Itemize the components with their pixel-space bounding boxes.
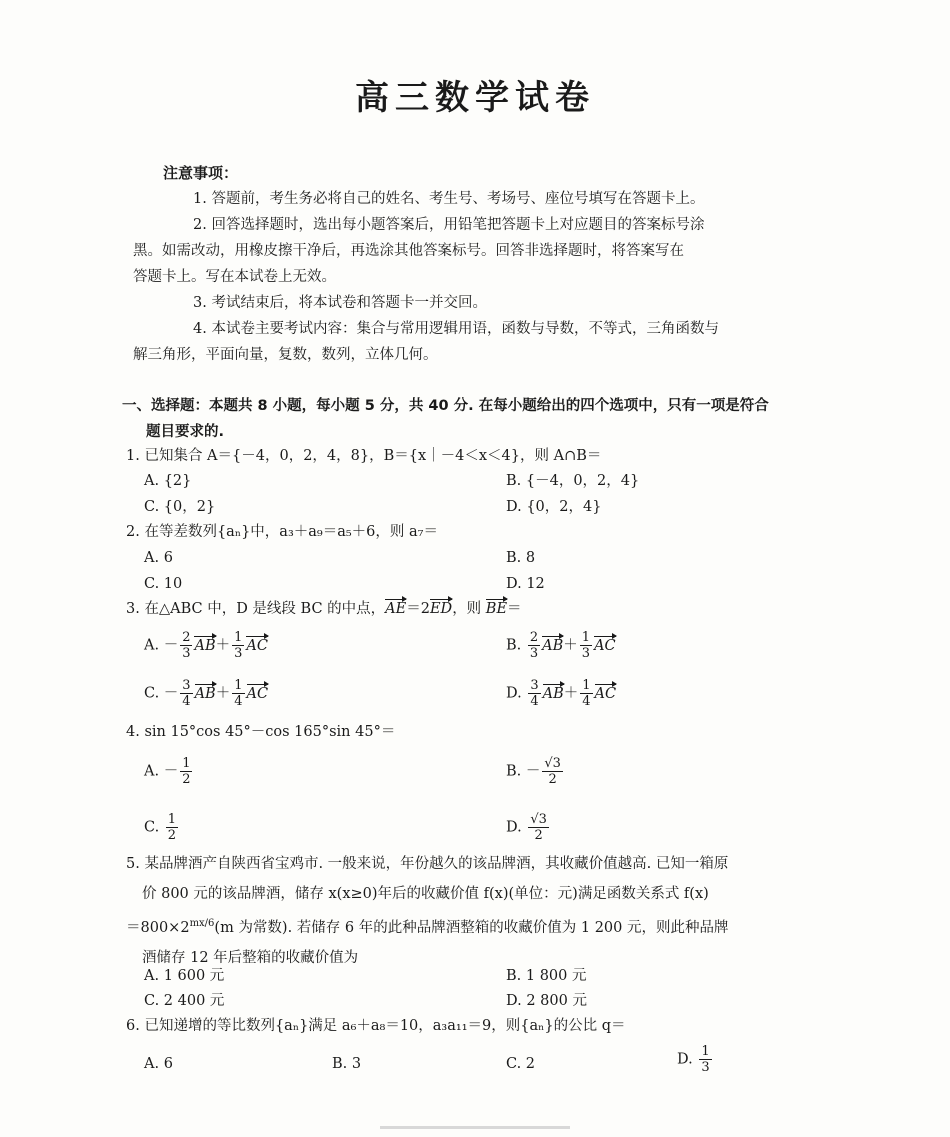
q3-option-a bbox=[144, 630, 268, 661]
numerator: 1 bbox=[182, 756, 191, 771]
fraction bbox=[166, 812, 178, 843]
denominator: 4 bbox=[582, 694, 591, 709]
fraction bbox=[699, 1044, 711, 1075]
denominator: 2 bbox=[548, 772, 557, 787]
fraction bbox=[232, 630, 244, 661]
q2-option-c: C. 10 bbox=[144, 576, 183, 592]
denominator: 3 bbox=[182, 646, 191, 661]
fraction bbox=[542, 756, 563, 787]
q2-stem: 2. 在等差数列{aₙ}中，a₃＋a₉＝a₅＋6，则 a₇＝ bbox=[126, 524, 438, 540]
numerator: 1 bbox=[234, 678, 243, 693]
denominator: 3 bbox=[234, 646, 243, 661]
fraction bbox=[580, 630, 592, 661]
notice-block bbox=[133, 160, 813, 368]
notice-item: 解三角形，平面向量，复数，数列，立体几何。 bbox=[133, 347, 438, 363]
q3-stem-text: 3. 在△ABC 中，D 是线段 BC 的中点， bbox=[126, 601, 386, 617]
q4-stem: 4. sin 15°cos 45°－cos 165°sin 45°＝ bbox=[126, 724, 396, 740]
option-label: C. － bbox=[144, 685, 179, 702]
q1-option-d: D. {0，2，4} bbox=[506, 499, 602, 515]
section-line: 一、选择题：本题共 8 小题，每小题 5 分，共 40 分. 在每小题给出的四个选项中，只有一项是符合 bbox=[122, 398, 769, 414]
q3-stem bbox=[126, 597, 522, 621]
q1-option-c: C. {0，2} bbox=[144, 499, 216, 515]
denominator: 4 bbox=[182, 694, 191, 709]
fraction bbox=[528, 678, 540, 709]
q6-option-d bbox=[677, 1044, 714, 1075]
numerator: 3 bbox=[530, 678, 539, 693]
numerator: 1 bbox=[701, 1044, 710, 1059]
q5-exponent: mx/6 bbox=[189, 918, 215, 929]
q3-option-c bbox=[144, 678, 268, 709]
page-footer-mark bbox=[380, 1126, 570, 1129]
numerator: √3 bbox=[544, 756, 561, 771]
q5-line: 酒储存 12 年后整箱的收藏价值为 bbox=[142, 949, 359, 966]
vector-ac: AC bbox=[594, 637, 616, 654]
q3-option-b bbox=[506, 630, 616, 661]
denominator: 2 bbox=[534, 828, 543, 843]
vector-ab: AB bbox=[194, 637, 216, 654]
q6-option-a: A. 6 bbox=[144, 1056, 173, 1072]
numerator: 1 bbox=[582, 678, 591, 693]
vector-be: BE bbox=[485, 601, 508, 617]
plus: ＋ bbox=[215, 637, 231, 654]
plus: ＋ bbox=[215, 685, 231, 702]
vector-ed: ED bbox=[429, 601, 453, 617]
notice-item: 3. 考试结束后，将本试卷和答题卡一并交回。 bbox=[193, 295, 487, 311]
numerator: 2 bbox=[182, 630, 191, 645]
fraction bbox=[180, 756, 192, 787]
option-label: D. bbox=[506, 685, 527, 702]
vector-ae: AE bbox=[385, 601, 407, 617]
numerator: 3 bbox=[182, 678, 191, 693]
q5-option-a: A. 1 600 元 bbox=[144, 968, 225, 984]
vector-ab: AB bbox=[194, 685, 216, 702]
numerator: √3 bbox=[530, 812, 547, 827]
q3-eq: ＝2 bbox=[406, 601, 430, 617]
option-label: D. bbox=[506, 819, 527, 836]
fraction bbox=[528, 630, 540, 661]
plus: ＋ bbox=[563, 685, 579, 702]
numerator: 2 bbox=[529, 630, 539, 645]
numerator: 1 bbox=[581, 630, 591, 645]
notice-item: 黑。如需改动，用橡皮擦干净后，再选涂其他答案标号。回答非选择题时，将答案写在 bbox=[133, 243, 684, 259]
fraction bbox=[180, 630, 192, 661]
denominator: 3 bbox=[529, 646, 539, 661]
q4-option-b bbox=[506, 756, 565, 787]
plus: ＋ bbox=[563, 637, 578, 654]
option-label: D. bbox=[677, 1051, 698, 1068]
option-label: B. － bbox=[506, 763, 541, 780]
q5-line: 价 800 元的该品牌酒，储存 x(x≥0)年后的收藏价值 f(x)(单位：元)满足函数关系式 f(x) bbox=[142, 886, 709, 902]
q3-then: ，则 bbox=[452, 601, 486, 617]
q4-option-a bbox=[144, 756, 194, 787]
q6-stem: 6. 已知递增的等比数列{aₙ}满足 a₆＋a₈＝10，a₃a₁₁＝9，则{aₙ}的公比 q＝ bbox=[126, 1018, 626, 1034]
denominator: 3 bbox=[581, 646, 591, 661]
q4-option-d bbox=[506, 812, 551, 843]
notice-item: 1. 答题前，考生务必将自己的姓名、考生号、考场号、座位号填写在答题卡上。 bbox=[193, 191, 705, 207]
denominator: 3 bbox=[701, 1060, 710, 1075]
q1-option-b: B. {－4，0，2，4} bbox=[506, 473, 640, 489]
vector-ac: AC bbox=[246, 685, 269, 702]
fraction bbox=[528, 812, 549, 843]
q3-option-d bbox=[506, 678, 616, 709]
vector-ac: AC bbox=[594, 685, 617, 702]
q6-option-c: C. 2 bbox=[506, 1056, 536, 1072]
fraction bbox=[232, 678, 244, 709]
q5-option-d: D. 2 800 元 bbox=[506, 993, 587, 1009]
q5-option-b: B. 1 800 元 bbox=[506, 968, 587, 984]
denominator: 4 bbox=[234, 694, 243, 709]
vector-ac: AC bbox=[246, 637, 268, 654]
q1-option-a: A. {2} bbox=[144, 473, 192, 489]
q6-option-b: B. 3 bbox=[332, 1056, 362, 1072]
q5-line bbox=[126, 909, 831, 943]
option-label: C. bbox=[144, 819, 164, 836]
notice-item: 2. 回答选择题时，选出每小题答案后，用铅笔把答题卡上对应题目的答案标号涂 bbox=[193, 217, 705, 233]
section-line: 题目要求的. bbox=[146, 424, 225, 440]
fraction bbox=[580, 678, 592, 709]
notice-item: 4. 本试卷主要考试内容：集合与常用逻辑用语，函数与导数，不等式，三角函数与 bbox=[193, 321, 719, 337]
q2-option-d: D. 12 bbox=[506, 576, 545, 592]
notice-heading: 注意事项： bbox=[163, 164, 239, 182]
denominator: 4 bbox=[530, 694, 539, 709]
q5-line: 5. 某品牌酒产自陕西省宝鸡市. 一般来说，年份越久的该品牌酒，其收藏价值越高. 已知一箱原 bbox=[126, 856, 729, 872]
exam-title: 高三数学试卷 bbox=[355, 78, 595, 118]
q3-tail: ＝ bbox=[507, 601, 522, 617]
numerator: 1 bbox=[167, 812, 177, 827]
section-heading bbox=[122, 393, 832, 445]
q5-formula-tail: (m 为常数). 若储存 6 年的此种品牌酒整箱的收藏价值为 1 200 元，则此种品牌 bbox=[214, 919, 729, 936]
q2-option-a: A. 6 bbox=[144, 550, 173, 566]
denominator: 2 bbox=[182, 772, 191, 787]
q5-stem bbox=[126, 849, 831, 973]
q5-formula: ＝800×2 bbox=[126, 919, 190, 936]
denominator: 2 bbox=[167, 828, 177, 843]
vector-ab: AB bbox=[542, 637, 564, 654]
option-label: A. － bbox=[144, 763, 179, 780]
vector-ab: AB bbox=[542, 685, 564, 702]
notice-item: 答题卡上。写在本试卷上无效。 bbox=[133, 269, 336, 285]
q5-option-c: C. 2 400 元 bbox=[144, 993, 225, 1009]
option-label: B. bbox=[506, 637, 526, 654]
option-label: A. － bbox=[144, 637, 179, 654]
q1-stem: 1. 已知集合 A＝{－4，0，2，4，8}，B＝{x｜－4＜x＜4}，则 A∩B＝ bbox=[126, 448, 602, 464]
fraction bbox=[180, 678, 192, 709]
q4-option-c bbox=[144, 812, 180, 843]
q2-option-b: B. 8 bbox=[506, 550, 536, 566]
numerator: 1 bbox=[234, 630, 243, 645]
